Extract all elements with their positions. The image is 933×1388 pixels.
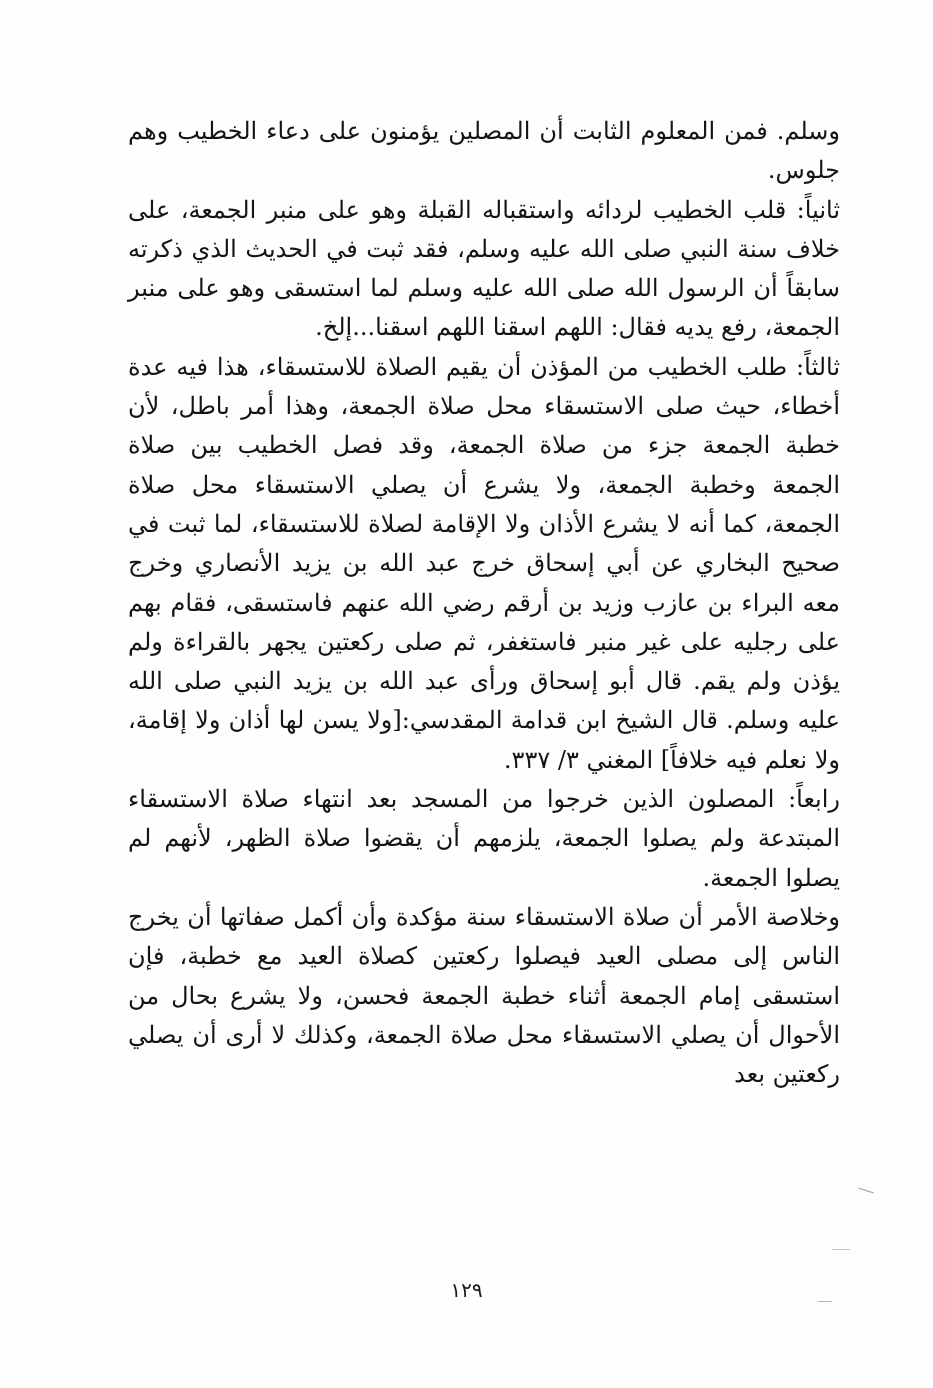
paragraph-third-point: ثالثاً: طلب الخطيب من المؤذن أن يقيم الصلاة للاستسقاء، هذا فيه عدة أخطاء، حيث صلى الاستسقاء محل صلاة الجمعة، وهذا أمر باطل، لأن خطبة الجمعة جزء من صلاة الجمعة، وقد فصل الخطيب بين صلاة الجمعة وخطبة الجمعة، ولا يشرع أن يصلي الاستسقاء محل صلاة الجمعة، كما أنه لا يشرع الأذان ولا الإقامة لصلاة للاستسقاء، لما ثبت في صحيح البخاري عن أبي إسحاق خرج عبد الله بن يزيد الأنصاري وخرج معه البراء بن عازب وزيد بن أرقم رضي الله عنهم فاستسقى، فقام بهم على رجليه على غير منبر فاستغفر، ثم صلى ركعتين يجهر بالقراءة ولم يؤذن ولم يقم. قال أبو إسحاق ورأى عبد الله بن يزيد النبي صلى الله عليه وسلم. قال الشيخ ابن قدامة المقدسي:[ولا يسن لها أذان ولا إقامة، ولا نعلم فيه خلافاً] المغني ٣/ ٣٣٧. [128,352,841,774]
paragraph-conclusion: وخلاصة الأمر أن صلاة الاستسقاء سنة مؤكدة وأن أكمل صفاتها أن يخرج الناس إلى مصلى العيد فيصلوا ركعتين كصلاة العيد مع خطبة، فإن استسقى إمام الجمعة أثناء خطبة الجمعة فحسن، ولا يشرع بحال من الأحوال أن يصلي الاستسقاء محل صلاة الجمعة، وكذلك لا أرى أن يصلي ركعتين بعد [128,902,841,1089]
page-number: ١٢٩ [450,1278,483,1302]
body-text [128,112,840,1094]
scan-artifact-mark [858,1188,874,1194]
paragraph-second-point: ثانياً: قلب الخطيب لردائه واستقباله القبلة وهو على منبر الجمعة، على خلاف سنة النبي صلى الله عليه وسلم، فقد ثبت في الحديث الذي ذكرته سابقاً أن الرسول الله صلى الله عليه وسلم لما استسقى وهو على منبر الجمعة، رفع يديه فقال: اللهم اسقنا اللهم اسقنا...إلخ. [128,195,840,342]
scan-artifact-mark [832,1249,850,1250]
paragraph-continuation: وسلم. فمن المعلوم الثابت أن المصلين يؤمنون على دعاء الخطيب وهم جلوس. [128,117,840,185]
scan-artifact-mark [818,1301,832,1302]
paragraph-fourth-point: رابعاً: المصلون الذين خرجوا من المسجد بعد انتهاء صلاة الاستسقاء المبتدعة ولم يصلوا الجمعة، يلزمهم أن يقضوا صلاة الظهر، لأنهم لم يصلوا الجمعة. [128,785,840,892]
